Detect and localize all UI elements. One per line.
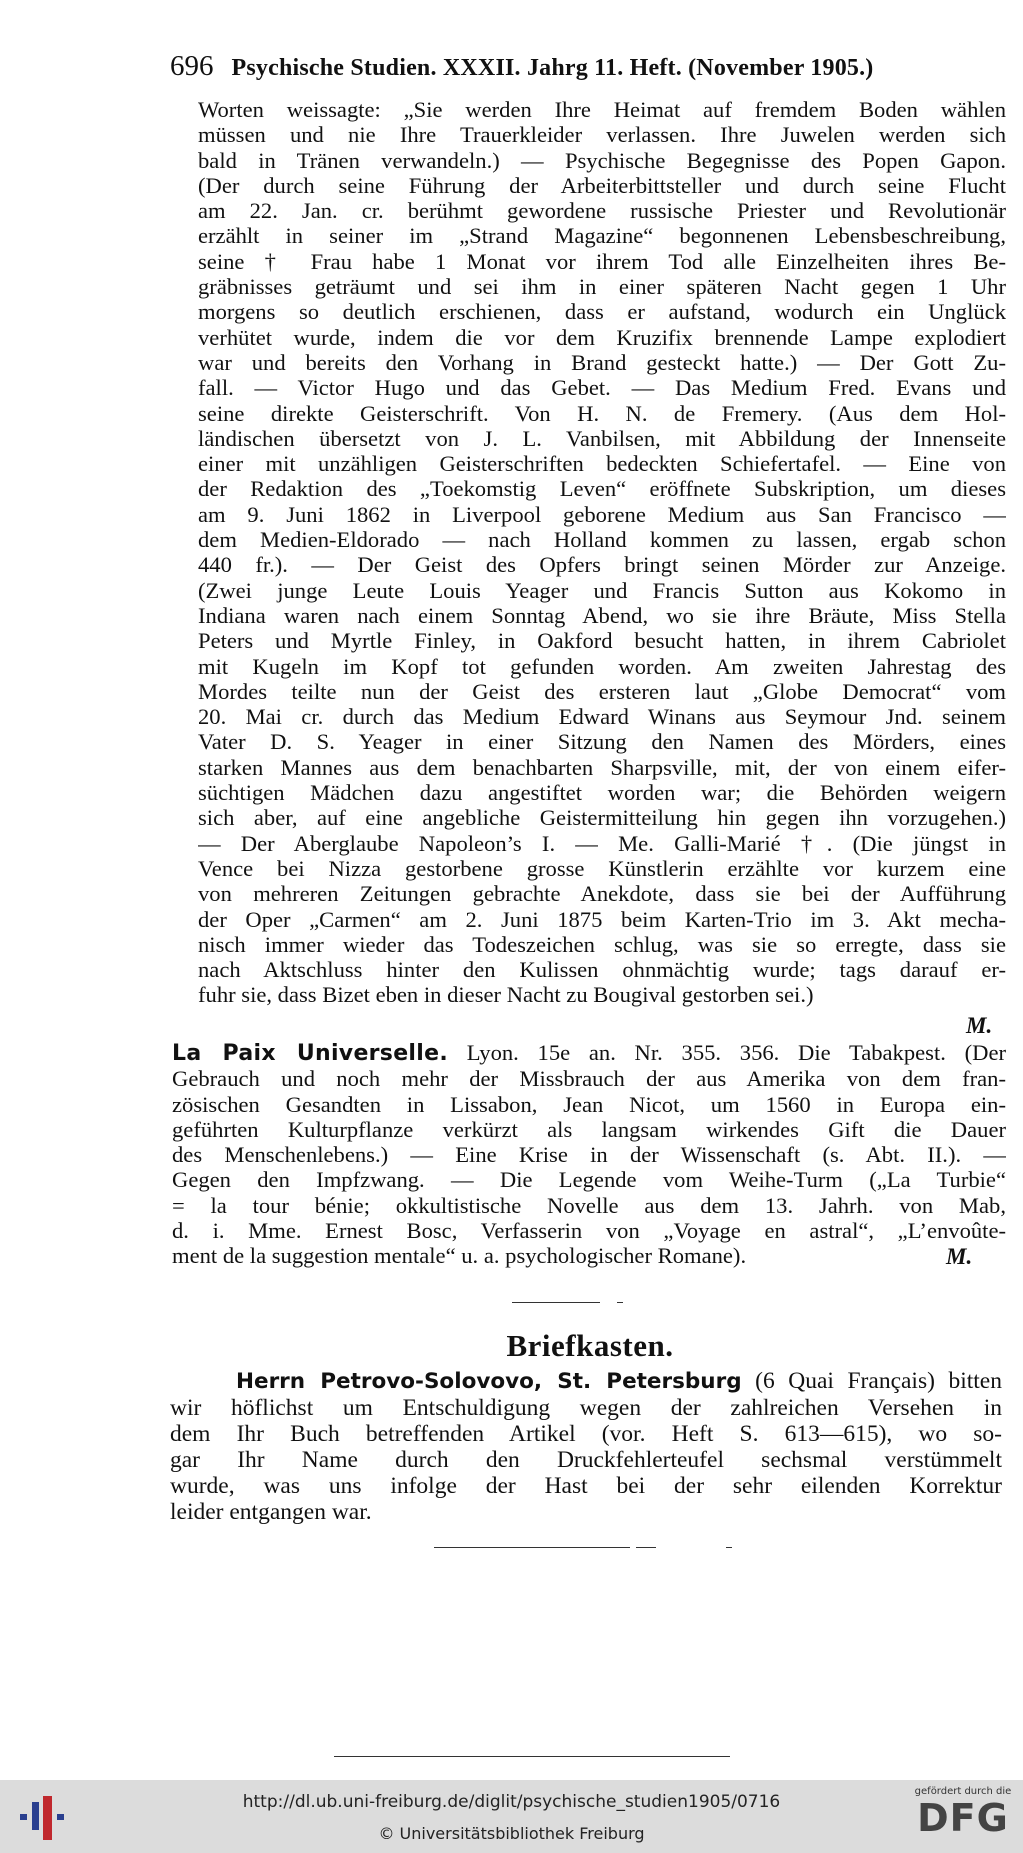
dfg-funding-caption: gefördert durch die xyxy=(914,1786,1012,1797)
paix-signature: M. xyxy=(946,1244,973,1269)
text-line: bald in Tränen verwandeln.) — Psychische Begegnisse des Popen Gapon. xyxy=(198,147,1006,173)
running-header xyxy=(170,50,1010,83)
footer-rule xyxy=(334,1756,730,1757)
text-line: Vence bei Nizza gestorbene grosse Künstlerin erzählte vor kurzem eine xyxy=(198,855,1006,881)
paix-universelle-entry xyxy=(172,1040,1006,1269)
text-line: süchtigen Mädchen dazu angestiftet worden war; die Behörden weigern xyxy=(198,780,1006,806)
text-line: Worten weissagte: „Sie werden Ihre Heimat auf fremdem Boden wählen xyxy=(198,97,1006,122)
text-line: zösischen Gesandten in Lissabon, Jean Nicot, um 1560 in Europa ein- xyxy=(172,1091,1006,1117)
briefkasten-text xyxy=(170,1368,1002,1525)
text-line: 440 fr.). — Der Geist des Opfers bringt seinen Mörder zur Anzeige. xyxy=(198,552,1006,578)
text-line: d. i. Mme. Ernest Bosc, Verfasserin von „Voyage en astral“, „L’envoûte- xyxy=(172,1218,1006,1244)
text-line: nisch immer wieder das Todeszeichen schlug, was sie so erregte, dass sie xyxy=(198,931,1006,957)
text-line: dem Medien-Eldorado — nach Holland kommen zu lassen, ergab schon xyxy=(198,527,1006,553)
text-line-rest: Lyon. 15e an. Nr. 355. 356. Die Tabakpest. (Der xyxy=(448,1040,1006,1065)
text-line: seine † Frau habe 1 Monat vor ihrem Tod alle Einzelheiten ihres Be- xyxy=(198,248,1006,274)
text-line: Mordes teilte nun der Geist des ersteren laut „Globe Democrat“ vom xyxy=(198,678,1006,704)
text-line xyxy=(172,1040,1006,1066)
text-line: am 22. Jan. cr. berühmt gewordene russische Priester und Revolutionär xyxy=(198,198,1006,224)
section-divider-dash xyxy=(617,1302,623,1303)
text-line: ländischen übersetzt von J. L. Vanbilsen, mit Abbildung der Innenseite xyxy=(198,425,1006,451)
addressee-name: Herrn Petrovo-Solovovo, St. Petersburg xyxy=(236,1369,742,1394)
page-number: 696 xyxy=(170,50,214,82)
end-divider-dash xyxy=(636,1547,656,1548)
text-line: wurde, was uns infolge der Hast bei der sehr eilenden Korrektur xyxy=(170,1473,1002,1499)
text-line: morgens so deutlich erschienen, dass er aufstand, wodurch ein Unglück xyxy=(198,299,1006,325)
dfg-logo xyxy=(913,1786,1013,1839)
article-review-text xyxy=(198,97,1006,1008)
text-line: am 9. Juni 1862 in Liverpool geborene Medium aus San Francisco — xyxy=(198,501,1006,527)
running-title: Psychische Studien. XXXII. Jahrg 11. Heft. (November 1905.) xyxy=(231,55,874,81)
text-line: war und bereits den Vorhang in Brand gesteckt hatte.) — Der Gott Zu- xyxy=(198,349,1006,375)
end-divider xyxy=(434,1547,630,1548)
digital-library-footer xyxy=(0,1780,1023,1853)
briefkasten-heading: Briefkasten. xyxy=(506,1328,674,1363)
text-line-rest: (6 Quai Français) bitten xyxy=(741,1368,1002,1394)
text-line: verhütet wurde, indem die vor dem Kruzifix brennende Lampe explodiert xyxy=(198,324,1006,350)
text-line: leider entgangen war. xyxy=(170,1499,372,1525)
text-line: gar Ihr Name durch den Druckfehlerteufel sechsmal verstümmelt xyxy=(170,1447,1002,1473)
text-line: erzählt in seiner im „Strand Magazine“ begonnenen Lebensbeschreibung, xyxy=(198,223,1006,249)
text-line: der Redaktion des „Toekomstig Leven“ eröffnete Subskription, um dieses xyxy=(198,476,1006,502)
text-line: gräbnisses geträumt und sei ihm in einer späteren Nacht gegen 1 Uhr xyxy=(198,274,1006,300)
text-line: (Zwei junge Leute Louis Yeager und Francis Sutton aus Kokomo in xyxy=(198,577,1006,603)
text-line: seine direkte Geisterschrift. Von H. N. de Fremery. (Aus dem Hol- xyxy=(198,400,1006,426)
section-divider xyxy=(512,1302,600,1303)
text-line: = la tour bénie; okkultistische Novelle aus dem 13. Jahrh. von Mab, xyxy=(172,1192,1006,1218)
text-line: mit Kugeln im Kopf tot gefunden worden. Am zweiten Jahrestag des xyxy=(198,653,1006,679)
text-line: Indiana waren nach einem Sonntag Abend, wo sie ihre Bräute, Miss Stella xyxy=(198,602,1006,628)
text-line: 20. Mai cr. durch das Medium Edward Winans aus Seymour Jnd. seinem xyxy=(198,704,1006,730)
text-line: — Der Aberglaube Napoleon’s I. — Me. Galli-Marié †. (Die jüngst in xyxy=(198,830,1006,856)
text-line: dem Ihr Buch betreffenden Artikel (vor. Heft S. 613—615), wo so- xyxy=(170,1421,1002,1447)
text-line: einer mit unzähligen Geisterschriften bedeckten Schiefertafel. — Eine von xyxy=(198,451,1006,477)
text-line: nach Aktschluss hinter den Kulissen ohnmächtig wurde; tags darauf er- xyxy=(198,957,1006,983)
copyright-notice: © Universitätsbibliothek Freiburg xyxy=(378,1824,645,1843)
dfg-logo-text: DFG xyxy=(917,1796,1009,1840)
text-line: Peters und Myrtle Finley, in Oakford besucht hatten, in ihrem Cabriolet xyxy=(198,628,1006,654)
text-line: Gebrauch und noch mehr der Missbrauch der aus Amerika von dem fran- xyxy=(172,1066,1006,1092)
text-line: starken Mannes aus dem benachbarten Sharpsville, mit, der von einem eifer- xyxy=(198,754,1006,780)
text-line: sich aber, auf eine angebliche Geistermitteilung hin gegen ihn vorzugehen.) xyxy=(198,805,1006,831)
text-line: des Menschenlebens.) — Eine Krise in der Wissenschaft (s. Abt. II.). — xyxy=(172,1142,1006,1168)
text-line: von mehreren Zeitungen gebrachte Anekdote, dass sie bei der Aufführung xyxy=(198,881,1006,907)
text-line: (Der durch seine Führung der Arbeiterbittsteller und durch seine Flucht xyxy=(198,172,1006,198)
text-line: müssen und nie Ihre Trauerkleider verlassen. Ihre Juwelen werden sich xyxy=(198,122,1006,148)
text-line: geführten Kulturpflanze verkürzt als langsam wirkendes Gift die Dauer xyxy=(172,1116,1006,1142)
end-divider-dot xyxy=(726,1547,732,1548)
text-line: der Oper „Carmen“ am 2. Juni 1875 beim Karten-Trio im 3. Akt mecha- xyxy=(198,906,1006,932)
source-url-link[interactable]: http://dl.ub.uni-freiburg.de/diglit/psychische_studien1905/0716 xyxy=(242,1792,781,1812)
text-line: fall. — Victor Hugo und das Gebet. — Das Medium Fred. Evans und xyxy=(198,375,1006,401)
text-line: ment de la suggestion mentale“ u. a. psychologischer Romane). xyxy=(172,1243,747,1269)
text-line: Vater D. S. Yeager in einer Sitzung den Namen des Mörders, eines xyxy=(198,729,1006,755)
review-signature: M. xyxy=(966,1013,993,1038)
text-line: Gegen den Impfzwang. — Die Legende vom Weihe-Turm („La Turbie“ xyxy=(172,1167,1006,1193)
text-line: fuhr sie, dass Bizet eben in dieser Nacht zu Bougival gestorben sei.) xyxy=(198,982,814,1008)
text-line xyxy=(170,1368,1002,1395)
journal-name: La Paix Universelle. xyxy=(172,1041,448,1066)
text-line: wir höflichst um Entschuldigung wegen der zahlreichen Versehen in xyxy=(170,1395,1002,1421)
